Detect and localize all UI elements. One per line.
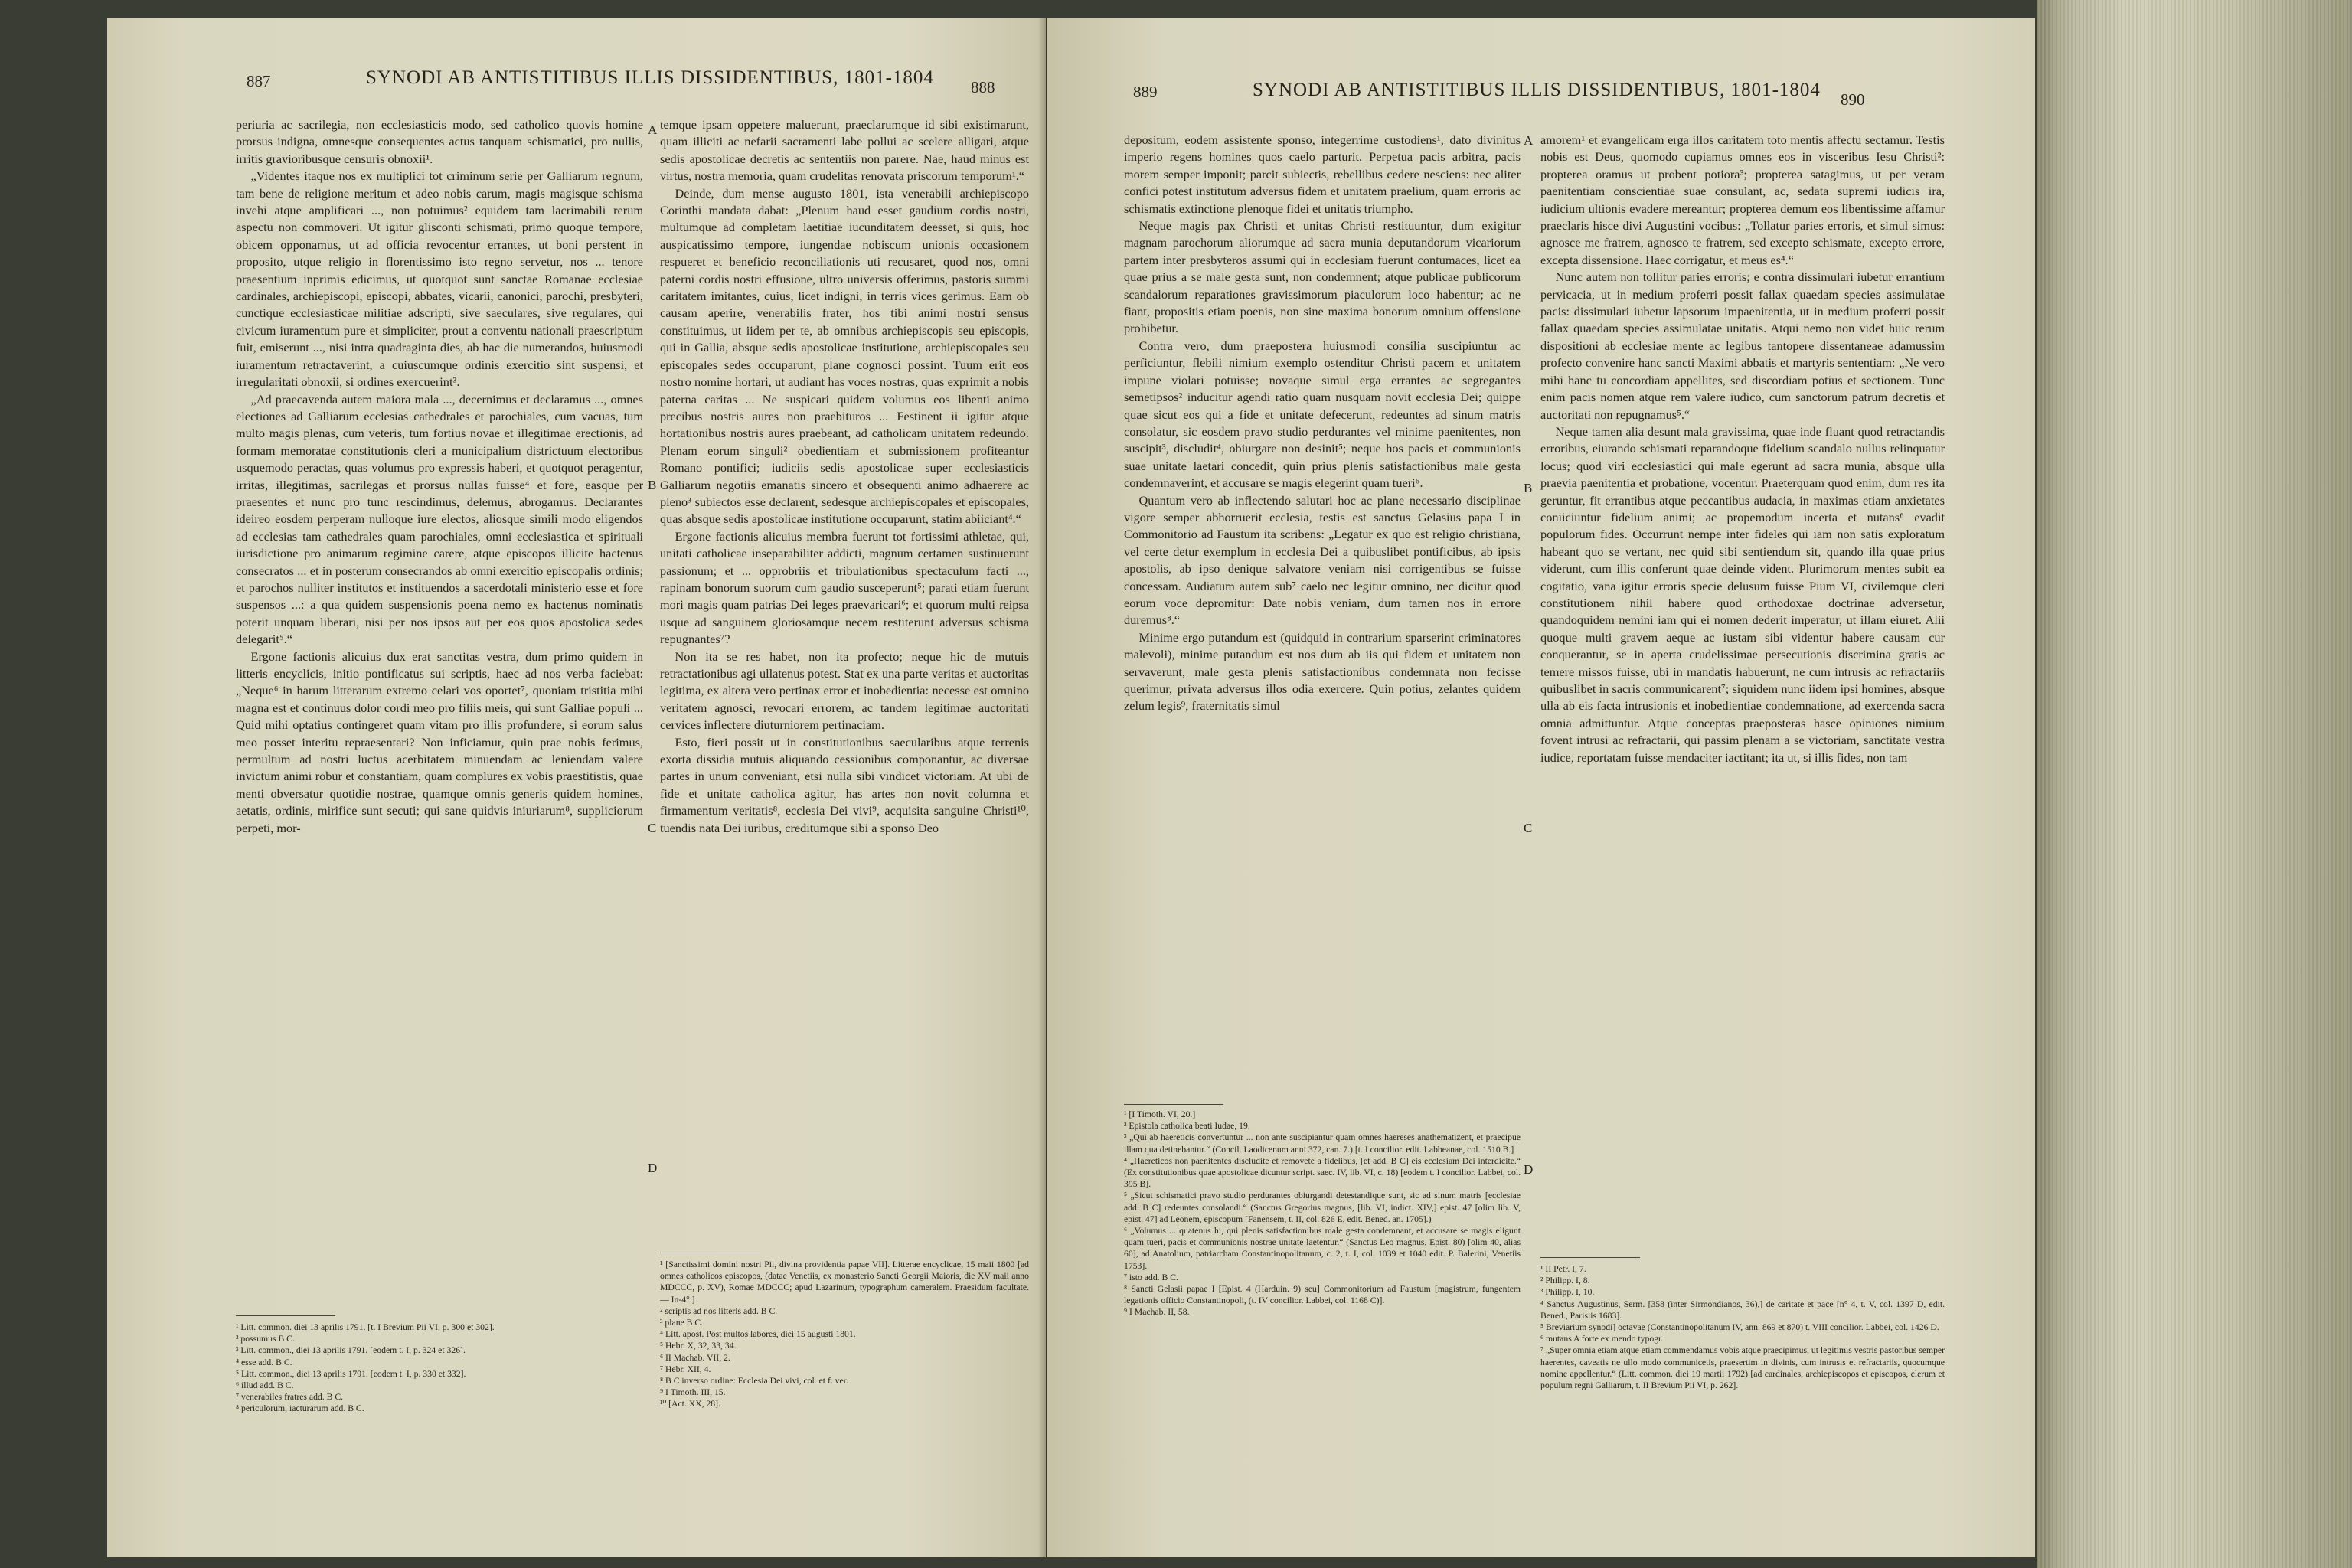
paragraph: Neque magis pax Christi et unitas Christi restituuntur, dum exigitur magnam parochorum aliorumque ad sacra munia deputandorum vicariorum partem inter presbyteros assumi qui in ecclesiam fuerunt contumaces, licet ea quae prius a se male gesta sunt, non condemnent; atque publicae publicorum scandalorum reparationes gravissimorum piaculorum loco habentur; ac ne fiant, propositis etiam poenis, non sine maxima bonorum omnium offensione prohibetur. <box>1124 218 1521 336</box>
footnote: ⁹ I Timoth. III, 15. <box>660 1387 726 1398</box>
book-page-edges <box>2037 0 2352 1568</box>
footnote: ³ „Qui ab haereticis convertuntur ... non ante suscipiantur quam omnes haereses anathematizent, et praecipue illam qua detinebantur.“ (Concil. Laodicenum anni 372, can. 7.) [t. I concilior. edit. Labbeanae, col. 1510 B.] <box>1124 1132 1521 1155</box>
footnote: ⁷ isto add. B C. <box>1124 1272 1178 1282</box>
footnote: ⁵ Breviarium synodi] octavae (Constantinopolitanum IV, ann. 869 et 870) t. VIII concilior. Labbei, col. 1426 D. <box>1540 1322 1939 1333</box>
left-page-column-1-footnotes <box>236 1321 643 1540</box>
footnote: ² Epistola catholica beati Iudae, 19. <box>1124 1121 1250 1132</box>
footnote: ⁷ Hebr. XII, 4. <box>660 1364 711 1374</box>
footnote: ⁸ B C inverso ordine: Ecclesia Dei vivi, col. et f. ver. <box>660 1376 848 1387</box>
footnote-rule <box>1540 1257 1640 1258</box>
footnote: ² possumus B C. <box>236 1334 295 1344</box>
footnote: ⁸ periculorum, iacturarum add. B C. <box>236 1403 364 1414</box>
running-head-right: SYNODI AB ANTISTITIBUS ILLIS DISSIDENTIBUS, 1801-1804 <box>1253 80 1821 100</box>
footnote: ¹ II Petr. I, 7. <box>1540 1264 1586 1274</box>
paragraph: Ergone factionis alicuius dux erat sanctitas vestra, dum primo quidem in litteris encyclicis, initio pontificatus sui scriptis, haec ad nos verba faciebat: „Neque⁶ in harum litterarum extremo celari vos oportet⁷, quoniam tristitia mihi magna est et continuus dolor cordi meo pro filiis meis, qui sunt Galliae populi ... Quid mihi optatius contingeret quam vitam pro illis profundere, si eorum salus meo posset interitu repraesentari? Non inficiamur, quin prae nobis ferimus, permultum ad nostri luctus acerbitatem minuendam ac leniendam valere invictum animi robur et constantiam, quam complures ex vobis praestitistis, quae menti obversatur quotidie nostrae, quamque omnis generis quidem homines, aetatis, ordinis, mirifice sunt secuti; qui sane quidvis iniuriarum⁸, suppliciorum perpeti, mor- <box>236 648 643 835</box>
paragraph: Ergone factionis alicuius membra fuerunt tot fortissimi athletae, qui, unitati catholicae inseparabiliter addicti, magnum certamen sustinuerunt passionum; et ... opprobriis et tribulationibus spectaculum facti ..., rapinam bonorum suorum cum gaudio susceperunt⁵; parati etiam fuerunt mori magis quam patrias Dei leges praevaricari⁶; et quorum multi reipsa usque ad sanguinem gloriosamque necem restiterunt adversus schisma repugnantes⁷? <box>660 528 1029 647</box>
footnote-rule <box>236 1315 335 1316</box>
paragraph: Minime ergo putandum est (quidquid in contrarium sparserint criminatores malevoli), minime putandum est nos dum ab iis qui fidem et unitatem non servaverunt, male gesta plenis satisfactionibus condemnata non fecisse querimur, privata adversus illos odia exercere. Quin potius, zelantes quidem zelum legis⁹, fraternitatis simul <box>1124 629 1521 714</box>
margin-letter-d: D <box>1524 1162 1534 1177</box>
paragraph: amorem¹ et evangelicam erga illos caritatem toto mentis affectu sectamur. Testis nobis est Deus, quomodo cupiamus omnes eos in visceribus Iesu Christi²: propterea oramus ut probent potiora³; propterea satagimus, ut per veram paenitentiam conscientiae suae consulant, ac, sedata supremi iudicis ira, iudicium ultionis evadere mereantur; propterea demum eos libentissime affamur praeclaris hisce divi Augustini vocibus: „Tollatur paries erroris, et simul simus: agnosce me fratrem, agnosco te fratrem, sed excepto schismate, excepto errore, excepta dissensione. Haec corrigatur, et meus es⁴.“ <box>1540 132 1945 267</box>
footnote: ² scriptis ad nos litteris add. B C. <box>660 1305 778 1316</box>
paragraph: Neque tamen alia desunt mala gravissima, quae inde fluant quod retractandis erroribus, eiurando schismati reparandoque fidelium scandalo nullus relinquatur locus; quod viri ecclesiastici qui male egerunt ad sacra munia, absque ulla praevia paenitentia et probatione, vocentur. Praeterquam quod enim, dum res ita geruntur, fit errantibus atque peccantibus audacia, in maximas etiam anxietates coniiciuntur fidelium animi; ac propemodum incerta et nutans⁶ evadit populorum fides. Occurrunt nempe inter fideles qui iam non satis exploratum habeant quo se vertant, nec quid sibi sentiendum sit, quando illa quae prius viderunt, cum illis conferunt quae deinde vident. Plurimorum mentes subit ea cogitatio, vana igitur erroris specie delusum fuisse Pium VI, civilemque cleri constitutionem nihil habere quod orthodoxae doctrinae adversetur, quandoquidem nemini iam qui ei nomen dederit imperatur, ut illam eiuret. Alii quoque multi gravem aeque ac iustam sibi videntur habere causam cur conquerantur, se in aperta crudelissimae persecutionis discrimina gratis ac temere missos fuisse, ubi in mandatis habuerunt, ne cum intrusis ac refractariis quibuslibet in sacris communicarent⁷; siquidem nunc iidem ipsi homines, absque ulla ab eis facta intrusionis et inobedientiae condemnatione, ad exercenda sacra omnia admittuntur. Atque conceptas praeposteras hasce opiniones nimium fovent intrusi ac refractarii, qui passim plenam a se victoriam, sanctitate vestra iudice, reportatam fuisse mendaciter iactitant; ita ut, si illis fides, non tam <box>1540 423 1945 765</box>
paragraph: temque ipsam oppetere maluerunt, praeclarumque id sibi existimarunt, quam illiciti ac nefarii sacramenti labe pollui ac scelere alligari, atque sedis apostolicae decretis ac sententiis non parere. Nae, haud minus est virtus, nostra memoria, quam crudelitas renovata priscorum temporum¹.“ <box>660 117 1029 184</box>
footnote: ⁹ I Machab. II, 58. <box>1124 1307 1190 1318</box>
footnote: ¹ Litt. common. diei 13 aprilis 1791. [t. I Brevium Pii VI, p. 300 et 302]. <box>236 1322 495 1332</box>
right-page <box>1047 18 2035 1557</box>
running-head-left: SYNODI AB ANTISTITIBUS ILLIS DISSIDENTIBUS, 1801-1804 <box>366 67 934 88</box>
paragraph: „Ad praecavenda autem maiora mala ..., decernimus et declaramus ..., omnes electiones ad Galliarum ecclesias cathedrales et parochiales, cum vacuas, tum multo magis plenas, cum veteris, tum fortius novae et illegitimae erectionis, ad formam memoratae constitutionis cleri a municipalium districtuum electoribus usquemodo peractas, quas volumus pro expressis haberi, et quotquot peragentur, irritas, illegitimas, sacrilegas et prorsus nullas fuisse⁴ et fore, easque per praesentes et nunc pro tunc rescindimus, delemus, abrogamus. Declarantes ideireo eosdem perperam nulloque iure electos, aliosque simili modo eligendos ad ecclesias tam cathedrales quam parochiales, omni ecclesiastica et spirituali iurisdictione pro animarum regimine carere, atque episcopos illicite hactenus consecratos ... et in posterum consecrandos ab omni exercitio episcopalis ordinis; et parochos nulliter institutos et instituendos a sacerdotali ministerio esse et fore suspensos ...: a qua quidem suspensionis poena nemo ex hactenus nominatis poterit unquam liberari, nisi per nos ipsos aut per eos quos apostolica sedes delegarit⁵.“ <box>236 391 643 647</box>
paragraph: Quantum vero ab inflectendo salutari hoc ac plane necessario disciplinae vigore semper abhorruerit ecclesia, testis est sanctus Gelasius papa I in Commonitorio ad Faustum ita scribens: „Legatur ex quo est religio christiana, vel certe detur exemplum in ecclesia Dei a quibuslibet pontificibus, ab ipsis apostolis, ab ipso denique salvatore veniam nisi corrigentibus se fuisse concessam. Audiatum autem sub⁷ caelo nec legitur omnino, nec dicitur quod eorum voce depromitur: Date nobis veniam, dum tamen nos in errore duremus⁸.“ <box>1124 492 1521 628</box>
footnote-rule <box>1124 1104 1223 1105</box>
footnote: ⁵ „Sicut schismatici pravo studio perdurantes obiurgandi detestandique sunt, sic ad sinum matris [ecclesiae add. B C] redeuntes consolandi.“ (Sanctus Gregorius magnus, [lib. VI, indict. XIV,] epist. 47 [olim lib. V, epist. 47] ad Leonem, episcopum [Fanensem, t. II, col. 826 E, edit. Bened. an. 1705].) <box>1124 1191 1521 1224</box>
right-page-column-1-footnotes <box>1124 1109 1521 1542</box>
page-number-887: 887 <box>247 72 271 90</box>
right-page-column-1 <box>1124 132 1521 1063</box>
left-page-column-2-footnotes <box>660 1259 1029 1540</box>
footnote: ⁶ II Machab. VII, 2. <box>660 1352 730 1363</box>
margin-letter-c: C <box>1524 821 1533 835</box>
footnote: ³ Litt. common., diei 13 aprilis 1791. [eodem t. I, p. 324 et 326]. <box>236 1345 466 1356</box>
footnote: ⁶ illud add. B C. <box>236 1380 294 1391</box>
paragraph: Non ita se res habet, non ita profecto; neque hic de mutuis retractationibus agi ullatenus potest. Stat ex una parte veritas et auctoritas legitima, ex altera vero pertinax error et inobedientia: necesse est omnino veritatem agnosci, revocari errorem, ac tandem legitimae auctoritati cervices inflectere diuturniorem pertinaciam. <box>660 648 1029 733</box>
margin-letter-a: A <box>1524 133 1534 148</box>
footnote: ⁶ „Volumus ... quatenus hi, qui plenis satisfactionibus male gesta condemnant, et accusare se magis eligunt quam tueri, pacis et communionis nostrae unitate laetentur.“ (Sanctus Leo magnus, Epist. 80) [olim 40, alias 60], ad Anatolium, patriarcham Constantinopolitanum, c. 2, t. I, col. 1039 et 1040 edit. P. Balerini, Venetiis 1753]. <box>1124 1226 1521 1271</box>
paragraph: Nunc autem non tollitur paries erroris; e contra dissimulari iubetur errantium pervicacia, ut in medium proferri possit fallax quaedam species assimulatae pacis: dissimulari iubetur lapsorum impaenitentia, ut in medium proferri possit fallax quaedam species assimulatae unitatis. Atqui nemo non videt huic rerum dispositioni ab ecclesiae mente ac legibus tantopere dissentaneae adamussim profecto convenire hanc sancti Maximi abbatis et martyris sententiam: „Ne vero mihi hanc tu concordiam appellites, sed discordiam potius et sectionem. Tunc enim pacis nomen atque rem valere iudico, cum sanctorum patrum decretis et auctoritati non repugnamus⁵.“ <box>1540 270 1945 422</box>
margin-letter-b: B <box>648 478 657 492</box>
footnote: ⁷ venerabiles fratres add. B C. <box>236 1392 344 1403</box>
footnote: ⁷ „Super omnia etiam atque etiam commendamus vobis atque praecipimus, ut legitimis vestris pastoribus semper haerentes, caveatis ne ullo modo communicetis, praesertim in divinis, cum intrusis et refractariis, quocumque nomine appellentur.“ (Litt. common. diei 19 martii 1792) [ad cardinales, archiepiscopos et episcopos, clerum et populum regni Galliarum, t. II Brevium Pii VI, p. 262]. <box>1540 1345 1945 1391</box>
right-page-column-2 <box>1540 132 1945 1231</box>
paragraph: depositum, eodem assistente sponso, integerrime custodiens¹, dato divinitus imperio regens homines quos caelo parturit. Perpetua pacis arbitra, pacis morem semper imponit; parcit subiectis, rebellibus cedere nesciens: nec aliter confici potest institutum adversus fidem et unitatem praelium, quam erroris ac schismatis extinctione plenoque fidei et unitatis triumpho. <box>1124 132 1521 216</box>
page-number-890: 890 <box>1841 90 1865 109</box>
footnote: ³ Philipp. I, 10. <box>1540 1287 1595 1298</box>
left-page-column-2 <box>660 116 1029 1242</box>
footnote: ⁴ esse add. B C. <box>236 1357 292 1367</box>
page-number-888: 888 <box>971 78 995 96</box>
page-number-889: 889 <box>1133 83 1158 101</box>
footnote: ¹ [Sanctissimi domini nostri Pii, divina providentia papae VII]. Litterae encyclicae, 15 maii 1800 [ad omnes catholicos episcopos, (datae Venetiis, ex monasterio Sancti Georgii Maioris, die XV maii anno MDCCC, p. XV), Romae MDCCC; apud Lazarinum, typographum cameralem. Praesidum facultate. — In-4°.] <box>660 1259 1029 1305</box>
paragraph: Contra vero, dum praepostera huiusmodi consilia suscipiuntur ac perficiuntur, flebili nimium exemplo ostenditur Christi pacem et unitatem impune violari potuisse; novaque simul erga errantes ac segregantes semetipsos² inducitur agendi ratio quam nusquam novit ecclesia Dei; quippe quae sicut eos qui a fide et unitate defecerunt, redeuntes ad sinum matris consolatur, sic eosdem pravo studio perdurantes vel minime paenitentes, non suscipit³, discludit⁴, obiurgare non desinit⁵; neque hos pacis et communionis suae unitate laetari concedit, quin prius plenis satisfactionibus male gesta condemnaverint, et accusare se magis elegerint quam tueri⁶. <box>1124 338 1521 491</box>
margin-letter-c: C <box>648 821 657 835</box>
left-page <box>107 18 1046 1557</box>
footnote: ⁵ Litt. common., diei 13 aprilis 1791. [eodem t. I, p. 330 et 332]. <box>236 1368 466 1379</box>
footnote: ⁴ Sanctus Augustinus, Serm. [358 (inter Sirmondianos, 36),] de caritate et pace [n° 4, t. V, col. 1397 D, edit. Bened., Parisiis 1683]. <box>1540 1298 1945 1321</box>
footnote: ¹⁰ [Act. XX, 28]. <box>660 1399 720 1410</box>
paragraph: Deinde, dum mense augusto 1801, ista venerabili archiepiscopo Corinthi mandata dabat: „Plenum haud esset gaudium cordis nostri, multumque ad completam laetitiae iucunditatem deesset, si quis, hoc auspicatissimo tempore, iungendae nobiscum unionis occasionem respueret et beneficio reconciliationis uti recusaret, quod nos, omni paterni cordis nostri effusione, ultro universis offerimus, pastoris summi caritatem imitantes, cuius, licet indigni, in terris vices gerimus. Eam ob causam aperire, venerabilis frater, hos tibi animi nostri sensus constituimus, ut iidem per te, ab omnibus archiepiscopis seu episcopis, qui in Gallia, absque sedis apostolicae institutione, archiepiscopales seu episcopales sedes occuparunt, plane cognosci possint. Tuum erit eos nostro nomine hortari, ut audiant has voces nostras, quas exprimit a nobis paterna caritas ... Ne suspicari quidem volumus eos libenti animo precibus nostris aures non praebituros ... Festinent ii igitur atque hortationibus nostris aures praebeant, ad catholicam unitatem redeundo. Plenam eorum singuli² obedientiam et submissionem profiteantur Romano pontifici; iudiciis sedis apostolicae super ecclesiasticis Galliarum negotiis emanatis sincero et obsequenti animo adhaerere ac pleno³ subiectos esse declarent, sedesque archiepiscopales et episcopales, quas absque sedis apostolicae institutione occuparunt, statim abiiciant⁴.“ <box>660 185 1029 527</box>
paragraph: Esto, fieri possit ut in constitutionibus saecularibus atque terrenis exorta dissidia mutuis aliquando cessionibus componantur, ac diversae partes in unum conveniant, etsi nulla sibi vindicet victoriam. At ubi de fide et unitate catholica agitur, has artes non novit columna et firmamentum veritatis⁸, ecclesia Dei vivi⁹, acquisita sanguine Christi¹⁰, tuendis nata Dei iuribus, creditumque sibi a sponso Deo <box>660 734 1029 835</box>
footnote: ⁵ Hebr. X, 32, 33, 34. <box>660 1341 737 1351</box>
right-page-column-2-footnotes <box>1540 1263 1945 1542</box>
margin-letter-b: B <box>1524 481 1533 495</box>
footnote: ² Philipp. I, 8. <box>1540 1276 1590 1286</box>
footnote: ³ plane B C. <box>660 1318 704 1328</box>
footnote: ⁴ „Haereticos non paenitentes discludite et removete a fidelibus, [et add. B C] eis ecclesiam Dei interdicite.“ (Ex constitutionibus quae apostolicae dicuntur script. saec. IV, lib. VI, c. 18) [eodem t. I concilior. Labbei, col. 395 B]. <box>1124 1155 1521 1190</box>
left-page-column-1 <box>236 116 643 1300</box>
footnote: ⁶ mutans A forte ex mendo typogr. <box>1540 1334 1664 1344</box>
footnote: ¹ [I Timoth. VI, 20.] <box>1124 1109 1196 1119</box>
margin-letter-d: D <box>648 1161 658 1175</box>
paragraph: „Videntes itaque nos ex multiplici tot criminum serie per Galliarum regnum, tam bene de religione meritum et adeo nobis carum, magis magisque schisma invehi atque amplificari ..., non potuimus² equidem tam lacrimabili rerum aspectu non commoveri. Ut igitur glisconti schismati, primo quoque tempore, obicem opponamus, ut ad officia revocentur errantes, ut boni perstent in proposito, utque religio in florentissimo isto regno servetur, nos ... tenore praesentium inprimis edicimus, ut quotquot sunt sanctae Romanae ecclesiae cardinales, archiepiscopi, episcopi, abbates, vicarii, canonici, parochi, presbyteri, cunctique ecclesiasticae militiae adscripti, sive saeculares, sive regulares, qui civicum iuramentum pure et simpliciter, prout a conventu nationali praescriptum fuit, emiserunt ..., nisi intra quadraginta dies, ab hac die numerandos, huiusmodi iuramentum retractaverint, a cuiuscumque ordinis exercitio sint suspensi, et irregularitati obnoxii, si ordines exercuerint³. <box>236 168 643 390</box>
footnote: ⁴ Litt. apost. Post multos labores, diei 15 augusti 1801. <box>660 1329 856 1340</box>
footnote: ⁸ Sancti Gelasii papae I [Epist. 4 (Harduin. 9) seu] Commonitorium ad Faustum [magistrum, fungentem legationis officio Constantinopoli, (t. IV concilior. Labbei, col. 1168 C)]. <box>1124 1284 1521 1306</box>
margin-letter-a: A <box>648 122 658 137</box>
paragraph: periuria ac sacrilegia, non ecclesiasticis modo, sed catholico quovis homine prorsus indigna, omnesque consequentes actus tanquam schismatici, pro nullis, irritis gravioribusque censuris obnoxii¹. <box>236 117 643 166</box>
